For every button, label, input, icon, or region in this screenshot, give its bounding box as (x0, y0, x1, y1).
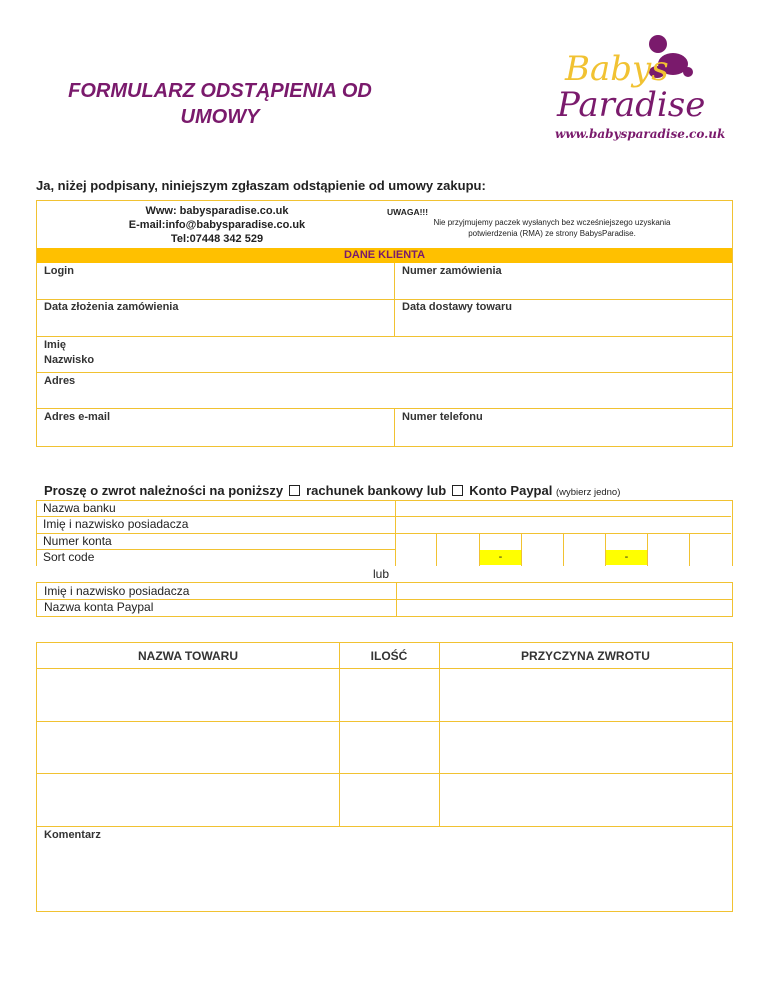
shop-phone: Tel:07448 342 529 (170, 233, 264, 245)
paypal-table (36, 582, 733, 617)
page-title (40, 78, 400, 130)
sort-code-label: Sort code (43, 550, 95, 564)
refund-prompt: Proszę o zwrot należności na poniższy (44, 483, 284, 498)
divider (37, 372, 732, 373)
logo-paradise: Paradise (557, 85, 706, 125)
digit-divider (436, 533, 437, 566)
shop-contact (97, 204, 337, 246)
divider (37, 773, 732, 774)
first-name-label: Imię (44, 339, 67, 351)
address-label: Adres (44, 375, 76, 387)
logo-url: www.babysparadise.co.uk (555, 127, 726, 141)
divider (37, 408, 732, 409)
digit-divider (563, 533, 564, 566)
brand-logo (545, 28, 745, 143)
notice-box (387, 207, 717, 239)
divider (37, 336, 732, 337)
notice-title: UWAGA!!! (387, 207, 429, 217)
bank-option-label: rachunek bankowy lub (306, 483, 447, 498)
phone-label: Numer telefonu (402, 411, 483, 423)
account-number-label: Numer konta (43, 534, 112, 548)
divider (439, 643, 440, 826)
divider (339, 643, 340, 826)
login-label: Login (44, 265, 74, 277)
notice-line-1: Nie przyjmujemy paczek wysłanych bez wcześniejszego uzyskania (433, 218, 671, 227)
sort-code-separator: - (606, 550, 647, 565)
col-quantity: ILOŚĆ (370, 649, 408, 663)
shop-www: Www: babysparadise.co.uk (145, 205, 289, 217)
choose-one-hint: (wybierz jedno) (555, 487, 621, 498)
email-label: Adres e-mail (44, 411, 111, 423)
col-item-name: NAZWA TOWARU (138, 649, 238, 663)
or-label: lub (373, 567, 390, 581)
paypal-account-label: Nazwa konta Paypal (44, 600, 154, 614)
refund-choice (44, 483, 620, 498)
title-line-1: FORMULARZ ODSTĄPIENIA OD (68, 80, 372, 102)
account-holder-label: Imię i nazwisko posiadacza (43, 517, 189, 531)
digit-divider (647, 533, 648, 566)
paypal-holder-label: Imię i nazwisko posiadacza (44, 584, 190, 598)
divider (37, 721, 732, 722)
notice-line-2: potwierdzenia (RMA) ze strony BabysParadise. (468, 229, 636, 238)
last-name-label: Nazwisko (44, 354, 95, 366)
comment-label: Komentarz (44, 829, 101, 841)
items-table (36, 642, 733, 912)
client-form (36, 200, 733, 447)
bank-name-label: Nazwa banku (43, 501, 116, 515)
order-number-label: Numer zamówienia (402, 265, 502, 277)
digit-divider (689, 533, 690, 566)
divider (36, 533, 731, 534)
intro-text: Ja, niżej podpisany, niniejszym zgłaszam odstąpienie od umowy zakupu: (36, 178, 486, 193)
divider (37, 826, 732, 827)
divider (37, 299, 732, 300)
bank-checkbox[interactable] (289, 485, 300, 496)
paypal-checkbox[interactable] (452, 485, 463, 496)
delivery-date-label: Data dostawy towaru (402, 301, 513, 313)
title-line-2: UMOWY (180, 106, 260, 128)
logo-babys: Babys (565, 49, 669, 89)
bank-table (36, 500, 731, 566)
col-return-reason: PRZYCZYNA ZWROTU (521, 649, 650, 663)
order-date-label: Data złożenia zamówienia (44, 301, 179, 313)
sort-code-separator: - (480, 550, 521, 565)
divider (394, 408, 395, 446)
client-section-header: DANE KLIENTA (37, 248, 732, 263)
divider (37, 668, 732, 669)
digit-divider (521, 533, 522, 566)
shop-email: E-mail:info@babysparadise.co.uk (128, 219, 306, 231)
paypal-option-label: Konto Paypal (469, 483, 553, 498)
